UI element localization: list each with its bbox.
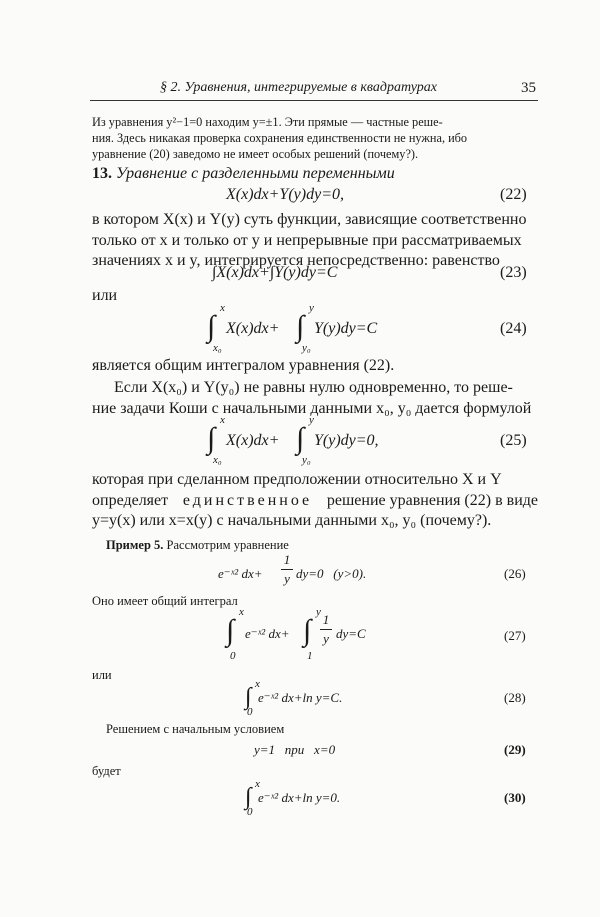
denominator: y	[323, 631, 329, 646]
lower-limit: x₀	[213, 342, 222, 354]
text-line: Если X(x₀) и Y(y₀) не равны нулю одновременно, то реше-	[114, 379, 513, 396]
integral-sign: ∫	[226, 614, 235, 647]
equation-24-number: (24)	[500, 320, 527, 337]
example-text: Рассмотрим уравнение	[166, 538, 289, 552]
equation-22: X(x)dx+Y(y)dy=0,	[226, 186, 344, 203]
text-line: значениях x и y, интегрируется непосредственно: равенство	[92, 252, 500, 269]
lower-limit: 0	[230, 650, 236, 662]
eq27-part-a: e⁻ˣ² dx+	[245, 626, 290, 641]
integral-sign: ∫	[296, 422, 305, 455]
equation-27-number: (27)	[504, 628, 526, 643]
section-title: Уравнение с разделенными переменными	[116, 165, 395, 182]
text-fragment: решение уравнения (22) в виде	[326, 491, 538, 509]
lower-limit: x₀	[213, 454, 222, 466]
integral-sign: ∫	[207, 422, 216, 455]
upper-limit: x	[255, 678, 260, 690]
paragraph-2: является общим интегралом уравнения (22).	[92, 357, 395, 374]
equation-29-number: (29)	[504, 742, 526, 757]
page-number: 35	[521, 80, 536, 96]
equation-23: ∫X(x)dx+∫Y(y)dy=C	[212, 264, 338, 281]
lower-limit: 0	[247, 706, 253, 718]
integral-sign: ∫	[296, 310, 305, 343]
denominator: y	[284, 571, 290, 586]
intro-line: ния. Здесь никакая проверка сохранения единственности не нужна, ибо	[92, 131, 468, 145]
intro-paragraph	[92, 114, 538, 162]
or-label: или	[92, 287, 118, 304]
integrand-y: Y(y)dy=C	[314, 320, 378, 337]
integrand-x: X(x)dx+	[226, 432, 280, 449]
intro-line: уравнение (20) заведомо не имеет особых решений (почему?).	[92, 147, 419, 161]
equation-28-number: (28)	[504, 690, 526, 705]
paragraph-3	[92, 378, 538, 419]
text-line: y=y(x) или x=x(y) с начальными данными x₀, y₀ (почему?).	[92, 512, 492, 529]
text-general-integral: Оно имеет общий интеграл	[92, 594, 238, 608]
equation-25-number: (25)	[500, 432, 527, 449]
eq28-body: e⁻ˣ² dx+ln y=C.	[258, 690, 343, 705]
text-line: ние задачи Коши с начальными данными x₀, y₀ дается формулой	[92, 399, 532, 417]
text-line	[92, 491, 538, 512]
text-initial-condition: Решением с начальным условием	[106, 722, 285, 736]
lower-limit: 0	[247, 806, 253, 818]
text-line: только от x и только от y и непрерывные при рассматриваемых	[92, 231, 522, 249]
lower-limit: y₀	[302, 342, 311, 354]
integral-sign: ∫	[207, 310, 216, 343]
upper-limit: x	[239, 606, 244, 618]
upper-limit: x	[220, 302, 225, 314]
fraction-bar	[281, 569, 293, 570]
numerator: 1	[322, 612, 330, 627]
example-intro	[106, 538, 289, 553]
upper-limit: y	[316, 606, 321, 618]
running-header	[90, 80, 538, 101]
text-line: которая при сделанном предположении относительно X и Y	[92, 471, 502, 488]
integrand-y: Y(y)dy=0,	[314, 432, 379, 449]
or-label-2: или	[92, 668, 112, 682]
text-will-be: будет	[92, 764, 121, 778]
equation-26-number: (26)	[504, 566, 526, 581]
equation-23-number: (23)	[500, 264, 527, 281]
integral-sign: ∫	[245, 784, 252, 810]
lower-limit: 1	[307, 650, 313, 662]
numerator: 1	[283, 552, 291, 567]
integral-sign: ∫	[245, 684, 252, 710]
intro-line: Из уравнения y²−1=0 находим y=±1. Эти прямые — частные реше-	[92, 115, 443, 129]
section-number: 13.	[92, 165, 112, 182]
fraction-bar	[320, 629, 332, 630]
fraction	[281, 552, 293, 587]
emphasis-unique: единственное	[182, 491, 313, 509]
upper-limit: x	[220, 414, 225, 426]
paragraph-1	[92, 210, 538, 272]
lower-limit: y₀	[302, 454, 311, 466]
equation-22-number: (22)	[500, 186, 527, 203]
upper-limit: y	[309, 414, 314, 426]
upper-limit: x	[255, 778, 260, 790]
paragraph-4	[92, 470, 538, 532]
equation-30-number: (30)	[504, 790, 526, 805]
section-heading	[92, 165, 395, 183]
header-title: § 2. Уравнения, интегрируемые в квадратурах	[160, 80, 437, 95]
eq27-part-b: dy=C	[336, 626, 366, 641]
fraction	[320, 612, 332, 647]
integral-sign: ∫	[303, 614, 312, 647]
eq26-part-b: dy=0 (y>0).	[296, 566, 367, 581]
eq30-body: e⁻ˣ² dx+ln y=0.	[258, 790, 341, 805]
text-line: в котором X(x) и Y(y) суть функции, зависящие соответственно	[92, 211, 527, 228]
equation-29: y=1 при x=0	[254, 742, 336, 757]
integrand-x: X(x)dx+	[226, 320, 280, 337]
example-label: Пример 5.	[106, 538, 164, 552]
eq26-part-a: e⁻ˣ² dx+	[218, 566, 263, 581]
upper-limit: y	[309, 302, 314, 314]
text-fragment: определяет	[92, 491, 169, 509]
